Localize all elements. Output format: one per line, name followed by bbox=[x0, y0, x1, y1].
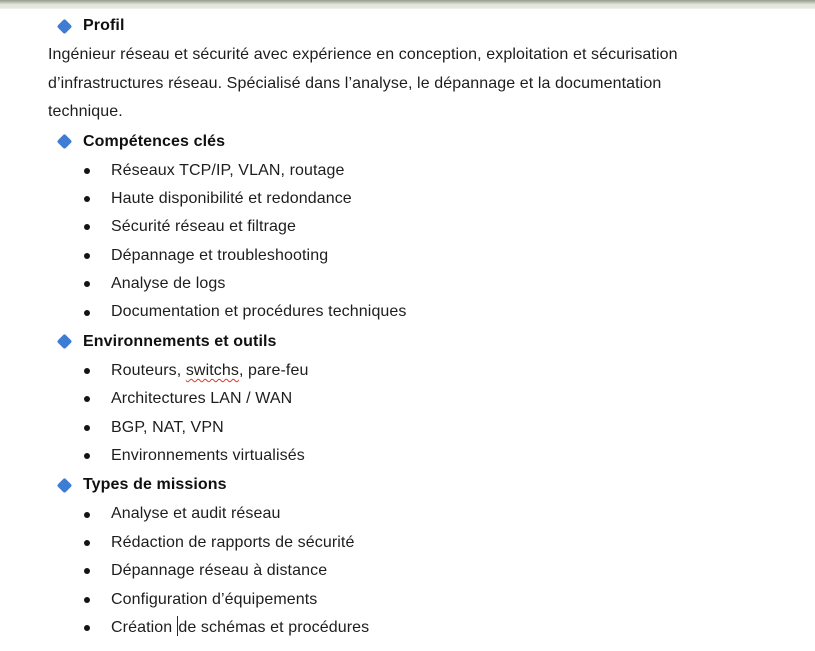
diamond-bullet-icon bbox=[57, 134, 73, 150]
bullet-dot-icon bbox=[84, 196, 90, 202]
list-item-text: BGP, NAT, VPN bbox=[111, 418, 224, 436]
list-item[interactable] bbox=[0, 185, 815, 213]
list-item[interactable] bbox=[0, 529, 815, 557]
bullet-dot-icon bbox=[84, 368, 90, 374]
list-item[interactable] bbox=[0, 357, 815, 385]
bullet-dot-icon bbox=[84, 281, 90, 287]
bullet-dot-icon bbox=[84, 396, 90, 402]
list-item-text: Rédaction de rapports de sécurité bbox=[111, 533, 355, 551]
section-heading-competences[interactable] bbox=[59, 127, 815, 157]
section-heading-missions[interactable] bbox=[59, 470, 815, 500]
text-segment: , pare-feu bbox=[238, 361, 309, 379]
section-heading-label: Environnements et outils bbox=[83, 332, 277, 350]
paragraph-line: d’infrastructures réseau. Spécialisé dans l’analyse, le dépannage et la documentation bbox=[48, 74, 662, 92]
profil-paragraph[interactable] bbox=[48, 41, 815, 127]
environnements-list bbox=[0, 357, 815, 471]
bullet-dot-icon bbox=[84, 310, 90, 316]
list-item-text bbox=[111, 614, 369, 642]
text-segment: Création bbox=[111, 618, 177, 636]
paragraph-line: technique. bbox=[48, 103, 123, 120]
bullet-dot-icon bbox=[84, 512, 90, 518]
bullet-dot-icon bbox=[84, 168, 90, 174]
list-item[interactable] bbox=[0, 442, 815, 470]
list-item-text bbox=[111, 357, 308, 385]
diamond-bullet-icon bbox=[57, 334, 73, 350]
list-item-text: Sécurité réseau et filtrage bbox=[111, 218, 297, 236]
diamond-bullet-icon bbox=[57, 478, 73, 494]
list-item[interactable] bbox=[0, 557, 815, 585]
toolbar-bottom-edge bbox=[0, 0, 815, 9]
list-item-text: Haute disponibilité et redondance bbox=[111, 189, 352, 207]
section-heading-label: Profil bbox=[83, 17, 125, 34]
section-heading-environnements[interactable] bbox=[59, 327, 815, 357]
bullet-dot-icon bbox=[84, 540, 90, 546]
text-segment: de schémas et procédures bbox=[178, 618, 370, 636]
bullet-dot-icon bbox=[84, 453, 90, 459]
bullet-dot-icon bbox=[84, 568, 90, 574]
list-item-text: Configuration d’équipements bbox=[111, 590, 318, 608]
list-item[interactable] bbox=[0, 213, 815, 241]
document-page[interactable] bbox=[0, 9, 815, 642]
section-heading-label: Compétences clés bbox=[83, 132, 226, 150]
list-item[interactable] bbox=[0, 614, 815, 642]
bullet-dot-icon bbox=[84, 597, 90, 603]
bullet-dot-icon bbox=[84, 253, 90, 259]
competences-list bbox=[0, 157, 815, 327]
section-heading-profil[interactable] bbox=[59, 11, 815, 41]
list-item[interactable] bbox=[0, 270, 815, 298]
bullet-dot-icon bbox=[84, 425, 90, 431]
bullet-dot-icon bbox=[84, 625, 90, 631]
list-item[interactable] bbox=[0, 242, 815, 270]
list-item-text: Dépannage et troubleshooting bbox=[111, 246, 329, 264]
list-item-text: Analyse de logs bbox=[111, 275, 226, 293]
list-item[interactable] bbox=[0, 586, 815, 614]
list-item[interactable] bbox=[0, 500, 815, 528]
bullet-dot-icon bbox=[84, 224, 90, 230]
text-segment: Routeurs, bbox=[111, 361, 186, 379]
list-item-text: Architectures LAN / WAN bbox=[111, 390, 293, 408]
list-item-text: Analyse et audit réseau bbox=[111, 505, 281, 523]
list-item[interactable] bbox=[0, 385, 815, 413]
list-item[interactable] bbox=[0, 414, 815, 442]
list-item-text: Environnements virtualisés bbox=[111, 447, 305, 465]
list-item-text: Dépannage réseau à distance bbox=[111, 562, 328, 580]
diamond-bullet-icon bbox=[57, 18, 73, 34]
misspelled-word[interactable]: switchs bbox=[185, 361, 239, 379]
list-item[interactable] bbox=[0, 298, 815, 326]
paragraph-line: Ingénieur réseau et sécurité avec expérience en conception, exploitation et sécurisation bbox=[48, 46, 678, 63]
section-heading-label: Types de missions bbox=[83, 476, 227, 494]
list-item-text: Réseaux TCP/IP, VLAN, routage bbox=[111, 161, 345, 179]
missions-list bbox=[0, 500, 815, 642]
list-item[interactable] bbox=[0, 157, 815, 185]
list-item-text: Documentation et procédures techniques bbox=[111, 303, 407, 321]
